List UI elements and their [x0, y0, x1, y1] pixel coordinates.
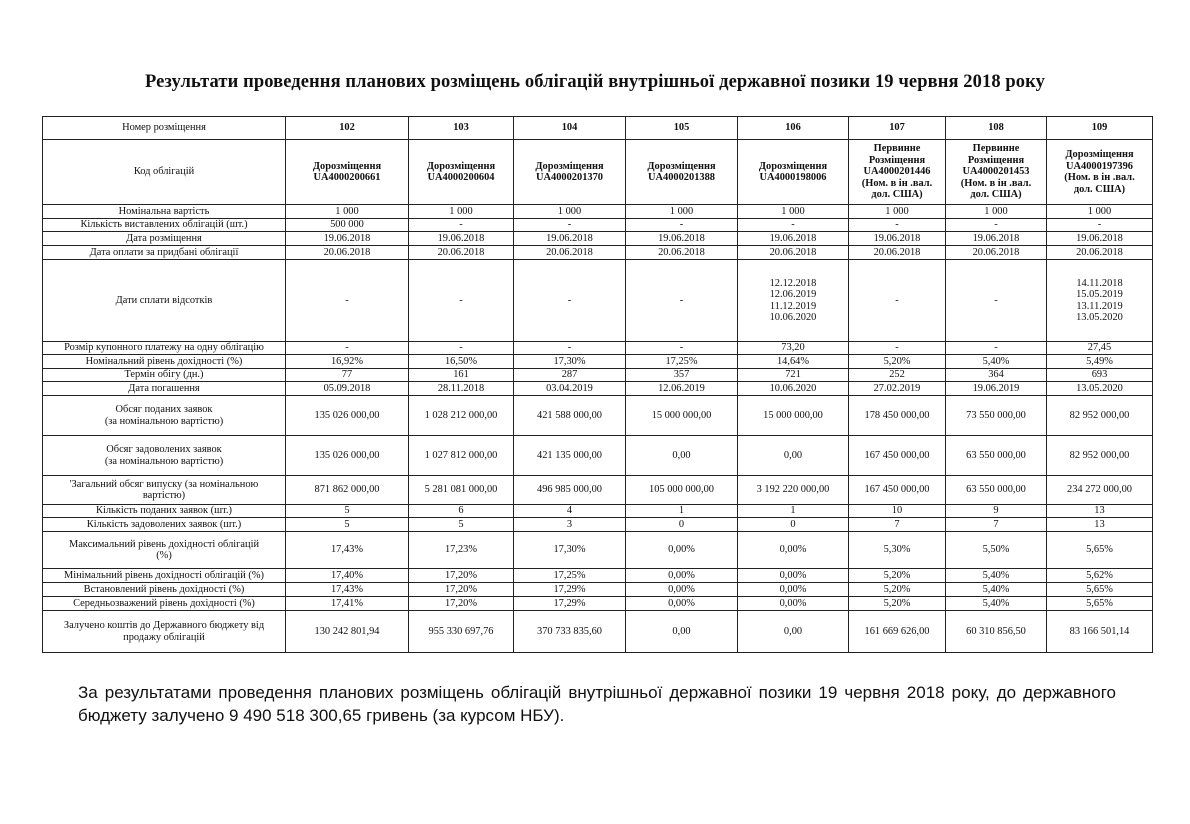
table-cell: 19.06.2018 [409, 232, 514, 246]
placement-number: 104 [514, 117, 626, 140]
table-cell: 1 [738, 505, 849, 518]
cell-line: Розміщення [868, 154, 926, 166]
cell-line: Розміщення [967, 154, 1025, 166]
table-cell: 1 027 812 000,00 [409, 436, 514, 476]
table-row [43, 355, 1153, 369]
table-cell: 20.06.2018 [946, 246, 1047, 260]
row-label [43, 396, 286, 436]
table-cell: - [626, 260, 738, 342]
cell-line: вартістю) [142, 490, 186, 501]
table-cell: 0,00% [738, 569, 849, 583]
table-row [43, 532, 1153, 569]
cell-line: Первинне [873, 143, 921, 155]
table-cell: 135 026 000,00 [286, 436, 409, 476]
table-cell: 178 450 000,00 [849, 396, 946, 436]
table-cell: 10.06.2020 [738, 382, 849, 396]
bond-code [946, 140, 1047, 205]
table-cell: 0,00 [738, 436, 849, 476]
table-cell: 17,20% [409, 583, 514, 597]
row-label [43, 532, 286, 569]
bond-code [1047, 140, 1153, 205]
table-cell: 20.06.2018 [738, 246, 849, 260]
table-cell: 17,30% [514, 355, 626, 369]
table-cell: 17,25% [626, 355, 738, 369]
cell-line: 11.12.2019 [769, 300, 817, 312]
table-cell: 6 [409, 505, 514, 518]
cell-line: (%) [156, 550, 172, 561]
table-cell: 421 588 000,00 [514, 396, 626, 436]
table-row [43, 382, 1153, 396]
table-cell: 0,00 [626, 436, 738, 476]
table-cell: 20.06.2018 [409, 246, 514, 260]
table-cell: - [409, 260, 514, 342]
table-cell: 500 000 [286, 219, 409, 232]
table-cell: 1 000 [738, 205, 849, 219]
table-cell: 5,40% [946, 597, 1047, 611]
table-cell: 1 000 [1047, 205, 1153, 219]
table-cell: 77 [286, 369, 409, 382]
row-label: Кількість виставлених облігацій (шт.) [43, 219, 286, 232]
cell-line: UA4000201446 [863, 166, 931, 178]
table-cell: 5,30% [849, 532, 946, 569]
row-label: Кількість поданих заявок (шт.) [43, 505, 286, 518]
cell-line: 12.12.2018 [769, 277, 817, 289]
placement-number: 103 [409, 117, 514, 140]
table-cell: 5 281 081 000,00 [409, 476, 514, 505]
cell-line: дол. США) [970, 189, 1022, 201]
table-cell: 3 192 220 000,00 [738, 476, 849, 505]
table-cell: 0,00% [738, 597, 849, 611]
table-cell: 1 [626, 505, 738, 518]
table-cell: 20.06.2018 [626, 246, 738, 260]
table-cell: 17,23% [409, 532, 514, 569]
table-cell: 1 000 [626, 205, 738, 219]
table-cell: - [849, 342, 946, 355]
table-cell: 5,65% [1047, 532, 1153, 569]
cell-line: Дорозміщення [312, 160, 382, 172]
table-cell: 10 [849, 505, 946, 518]
table-cell: 0 [738, 518, 849, 532]
table-cell: 16,50% [409, 355, 514, 369]
placement-number: 106 [738, 117, 849, 140]
table-row [43, 611, 1153, 653]
table-cell: 421 135 000,00 [514, 436, 626, 476]
table-cell: 19.06.2018 [946, 232, 1047, 246]
cell-line: 15.05.2019 [1076, 289, 1123, 300]
table-cell: 252 [849, 369, 946, 382]
table-cell: 1 000 [514, 205, 626, 219]
table-cell: 19.06.2019 [946, 382, 1047, 396]
table-cell: 27,45 [1047, 342, 1153, 355]
table-row [43, 219, 1153, 232]
table-cell: 17,41% [286, 597, 409, 611]
cell-line: UA4000201453 [962, 166, 1030, 178]
table-cell: 721 [738, 369, 849, 382]
row-label: Розмір купонного платежу на одну облігацію [43, 342, 286, 355]
table-row [43, 518, 1153, 532]
cell-line: продажу облігацій [123, 631, 205, 643]
cell-line: UA4000200604 [427, 172, 495, 183]
table-cell: 5,40% [946, 583, 1047, 597]
table-cell: 16,92% [286, 355, 409, 369]
placement-number: 108 [946, 117, 1047, 140]
table-row [43, 476, 1153, 505]
cell-line: UA4000201388 [648, 172, 715, 183]
cell-line: UA4000201370 [536, 172, 603, 183]
row-label: Номінальний рівень дохідності (%) [43, 355, 286, 369]
cell-line: 10.06.2020 [769, 312, 817, 323]
cell-line: UA4000200661 [313, 172, 381, 183]
table-cell: 19.06.2018 [738, 232, 849, 246]
table-cell: 5,20% [849, 569, 946, 583]
table-cell: 4 [514, 505, 626, 518]
table-cell: - [514, 342, 626, 355]
row-label [43, 436, 286, 476]
table-cell: 5,62% [1047, 569, 1153, 583]
cell-line: UA4000198006 [759, 172, 827, 183]
table-cell: 20.06.2018 [514, 246, 626, 260]
table-cell: 17,29% [514, 597, 626, 611]
table-cell [738, 260, 849, 342]
bond-code [849, 140, 946, 205]
table-cell: 5,20% [849, 355, 946, 369]
table-row [43, 583, 1153, 597]
table-cell: 83 166 501,14 [1047, 611, 1153, 653]
table-cell: 105 000 000,00 [626, 476, 738, 505]
cell-line: (за номінальною вартістю) [104, 415, 224, 427]
cell-line: Первинне [972, 143, 1020, 155]
table-cell: 0,00% [626, 583, 738, 597]
table-cell: 19.06.2018 [1047, 232, 1153, 246]
table-cell: 0 [626, 518, 738, 532]
row-label: Кількість задоволених заявок (шт.) [43, 518, 286, 532]
table-cell: - [849, 219, 946, 232]
table-cell: - [626, 342, 738, 355]
bond-code [738, 140, 849, 205]
table-cell: 03.04.2019 [514, 382, 626, 396]
cell-line: Обсяг задоволених заявок [106, 444, 222, 455]
table-row [43, 436, 1153, 476]
table-cell: 5,40% [946, 569, 1047, 583]
table-cell: 0,00% [738, 532, 849, 569]
table-row [43, 505, 1153, 518]
table-cell: 17,43% [286, 532, 409, 569]
table-cell: 20.06.2018 [1047, 246, 1153, 260]
table-header-row [43, 117, 1153, 140]
table-cell: 161 [409, 369, 514, 382]
table-cell: - [626, 219, 738, 232]
table-cell: 17,20% [409, 597, 514, 611]
table-row [43, 260, 1153, 342]
table-row [43, 205, 1153, 219]
table-row [43, 396, 1153, 436]
table-cell: 20.06.2018 [849, 246, 946, 260]
cell-line: Обсяг поданих заявок [115, 404, 213, 415]
table-cell: - [849, 260, 946, 342]
row-label: Дати сплати відсотків [43, 260, 286, 342]
row-label: Дата оплати за придбані облігації [43, 246, 286, 260]
cell-line: (за номінальною вартістю) [104, 455, 224, 467]
table-cell: 17,20% [409, 569, 514, 583]
table-cell: 9 [946, 505, 1047, 518]
table-cell: 14,64% [738, 355, 849, 369]
table-row [43, 597, 1153, 611]
table-cell: 15 000 000,00 [738, 396, 849, 436]
placement-number: 105 [626, 117, 738, 140]
table-cell: 496 985 000,00 [514, 476, 626, 505]
table-cell: 28.11.2018 [409, 382, 514, 396]
row-label: Мінімальний рівень дохідності облігацій (%) [43, 569, 286, 583]
table-row [43, 232, 1153, 246]
bond-code [626, 140, 738, 205]
table-cell: - [946, 219, 1047, 232]
table-cell: 13.05.2020 [1047, 382, 1153, 396]
cell-line: дол. США) [871, 189, 923, 201]
table-cell: 5,40% [946, 355, 1047, 369]
table-cell: 161 669 626,00 [849, 611, 946, 653]
table-cell: 1 000 [849, 205, 946, 219]
table-cell: 73 550 000,00 [946, 396, 1047, 436]
cell-line: Дорозміщення [758, 160, 828, 172]
row-label: Дата розміщення [43, 232, 286, 246]
table-cell: 5,49% [1047, 355, 1153, 369]
summary-paragraph: За результатами проведення планових розміщень облігацій внутрішньої державної позики 19 червня 2018 року, до державного бюджету залучено 9 490 518 300,65 гривень (за курсом НБУ). [78, 683, 1116, 725]
results-table [42, 116, 1153, 653]
table-cell: 5 [409, 518, 514, 532]
table-cell: 12.06.2019 [626, 382, 738, 396]
table-cell: 17,43% [286, 583, 409, 597]
table-cell: 1 000 [286, 205, 409, 219]
table-cell: 13 [1047, 518, 1153, 532]
cell-line: 'Загальний обсяг випуску (за номінальною [69, 478, 259, 490]
table-cell: - [286, 260, 409, 342]
table-row [43, 246, 1153, 260]
table-cell: 234 272 000,00 [1047, 476, 1153, 505]
cell-line: UA4000197396 [1066, 160, 1133, 172]
table-cell: 5,50% [946, 532, 1047, 569]
cell-line: дол. США) [1073, 183, 1126, 195]
table-cell: 167 450 000,00 [849, 476, 946, 505]
table-cell: 05.09.2018 [286, 382, 409, 396]
bond-code [514, 140, 626, 205]
table-cell: 1 028 212 000,00 [409, 396, 514, 436]
cell-line: (Ном. в ін .вал. [861, 177, 933, 189]
table-cell: 167 450 000,00 [849, 436, 946, 476]
placement-number: 107 [849, 117, 946, 140]
table-cell: 82 952 000,00 [1047, 436, 1153, 476]
table-cell: 17,29% [514, 583, 626, 597]
row-label [43, 611, 286, 653]
bond-code [409, 140, 514, 205]
cell-line: (Ном. в ін .вал. [960, 177, 1032, 189]
row-label: Встановлений рівень дохідності (%) [43, 583, 286, 597]
cell-line: Залучено коштів до Державного бюджету від [63, 620, 265, 631]
table-cell: 693 [1047, 369, 1153, 382]
cell-line: Дорозміщення [426, 160, 496, 172]
table-cell: 63 550 000,00 [946, 436, 1047, 476]
table-cell: - [946, 260, 1047, 342]
table-cell: 63 550 000,00 [946, 476, 1047, 505]
table-cell: 27.02.2019 [849, 382, 946, 396]
table-cell: 17,25% [514, 569, 626, 583]
table-row-bond-code [43, 140, 1153, 205]
table-cell: 130 242 801,94 [286, 611, 409, 653]
table-cell: 5 [286, 505, 409, 518]
table-cell: 17,30% [514, 532, 626, 569]
row-label: Термін обігу (дн.) [43, 369, 286, 382]
table-cell: 0,00% [626, 569, 738, 583]
table-cell: 5 [286, 518, 409, 532]
row-label: Номінальна вартість [43, 205, 286, 219]
table-cell: 7 [849, 518, 946, 532]
table-cell: 60 310 856,50 [946, 611, 1047, 653]
table-cell: 17,40% [286, 569, 409, 583]
bond-code [286, 140, 409, 205]
table-cell: 364 [946, 369, 1047, 382]
table-cell: - [409, 342, 514, 355]
table-cell: - [286, 342, 409, 355]
row-label: Номер розміщення [43, 117, 286, 140]
cell-line: 13.05.2020 [1076, 312, 1123, 323]
table-cell: 871 862 000,00 [286, 476, 409, 505]
table-cell: - [514, 260, 626, 342]
table-cell: 19.06.2018 [849, 232, 946, 246]
table-cell: 5,65% [1047, 597, 1153, 611]
table-row [43, 369, 1153, 382]
row-label [43, 476, 286, 505]
table-cell: 82 952 000,00 [1047, 396, 1153, 436]
cell-line: 13.11.2019 [1076, 300, 1123, 312]
cell-line: 14.11.2018 [1076, 277, 1123, 289]
cell-line: Максимальний рівень дохідності облігацій [68, 538, 260, 550]
table-cell: 0,00% [626, 532, 738, 569]
table-cell: 19.06.2018 [626, 232, 738, 246]
cell-line: 12.06.2019 [769, 289, 817, 300]
table-cell: - [409, 219, 514, 232]
table-row [43, 569, 1153, 583]
table-cell: 1 000 [946, 205, 1047, 219]
table-cell: 5,65% [1047, 583, 1153, 597]
table-row [43, 342, 1153, 355]
row-label: Середньозважений рівень дохідності (%) [43, 597, 286, 611]
table-cell: 0,00% [738, 583, 849, 597]
placement-number: 102 [286, 117, 409, 140]
table-cell [1047, 260, 1153, 342]
table-cell: 5,20% [849, 597, 946, 611]
table-cell: 0,00 [626, 611, 738, 653]
table-cell: - [1047, 219, 1153, 232]
table-cell: 370 733 835,60 [514, 611, 626, 653]
table-cell: 3 [514, 518, 626, 532]
table-cell: 19.06.2018 [286, 232, 409, 246]
cell-line: Дорозміщення [1065, 149, 1134, 160]
table-cell: 20.06.2018 [286, 246, 409, 260]
row-label: Код облігацій [43, 140, 286, 205]
table-cell: 357 [626, 369, 738, 382]
table-cell: 0,00% [626, 597, 738, 611]
table-cell: - [514, 219, 626, 232]
page-title: Результати проведення планових розміщень облігацій внутрішньої державної позики 19 червня 2018 року [144, 72, 1046, 92]
table-cell: 955 330 697,76 [409, 611, 514, 653]
table-cell: - [738, 219, 849, 232]
table-cell: 135 026 000,00 [286, 396, 409, 436]
cell-line: Дорозміщення [647, 160, 716, 172]
table-cell: 0,00 [738, 611, 849, 653]
table-cell: 19.06.2018 [514, 232, 626, 246]
table-cell: 1 000 [409, 205, 514, 219]
row-label: Дата погашення [43, 382, 286, 396]
cell-line: (Ном. в ін .вал. [1064, 172, 1135, 183]
table-cell: 7 [946, 518, 1047, 532]
table-cell: 15 000 000,00 [626, 396, 738, 436]
table-cell: - [946, 342, 1047, 355]
table-cell: 287 [514, 369, 626, 382]
cell-line: Дорозміщення [535, 160, 604, 172]
table-cell: 13 [1047, 505, 1153, 518]
table-cell: 73,20 [738, 342, 849, 355]
table-cell: 5,20% [849, 583, 946, 597]
placement-number: 109 [1047, 117, 1153, 140]
